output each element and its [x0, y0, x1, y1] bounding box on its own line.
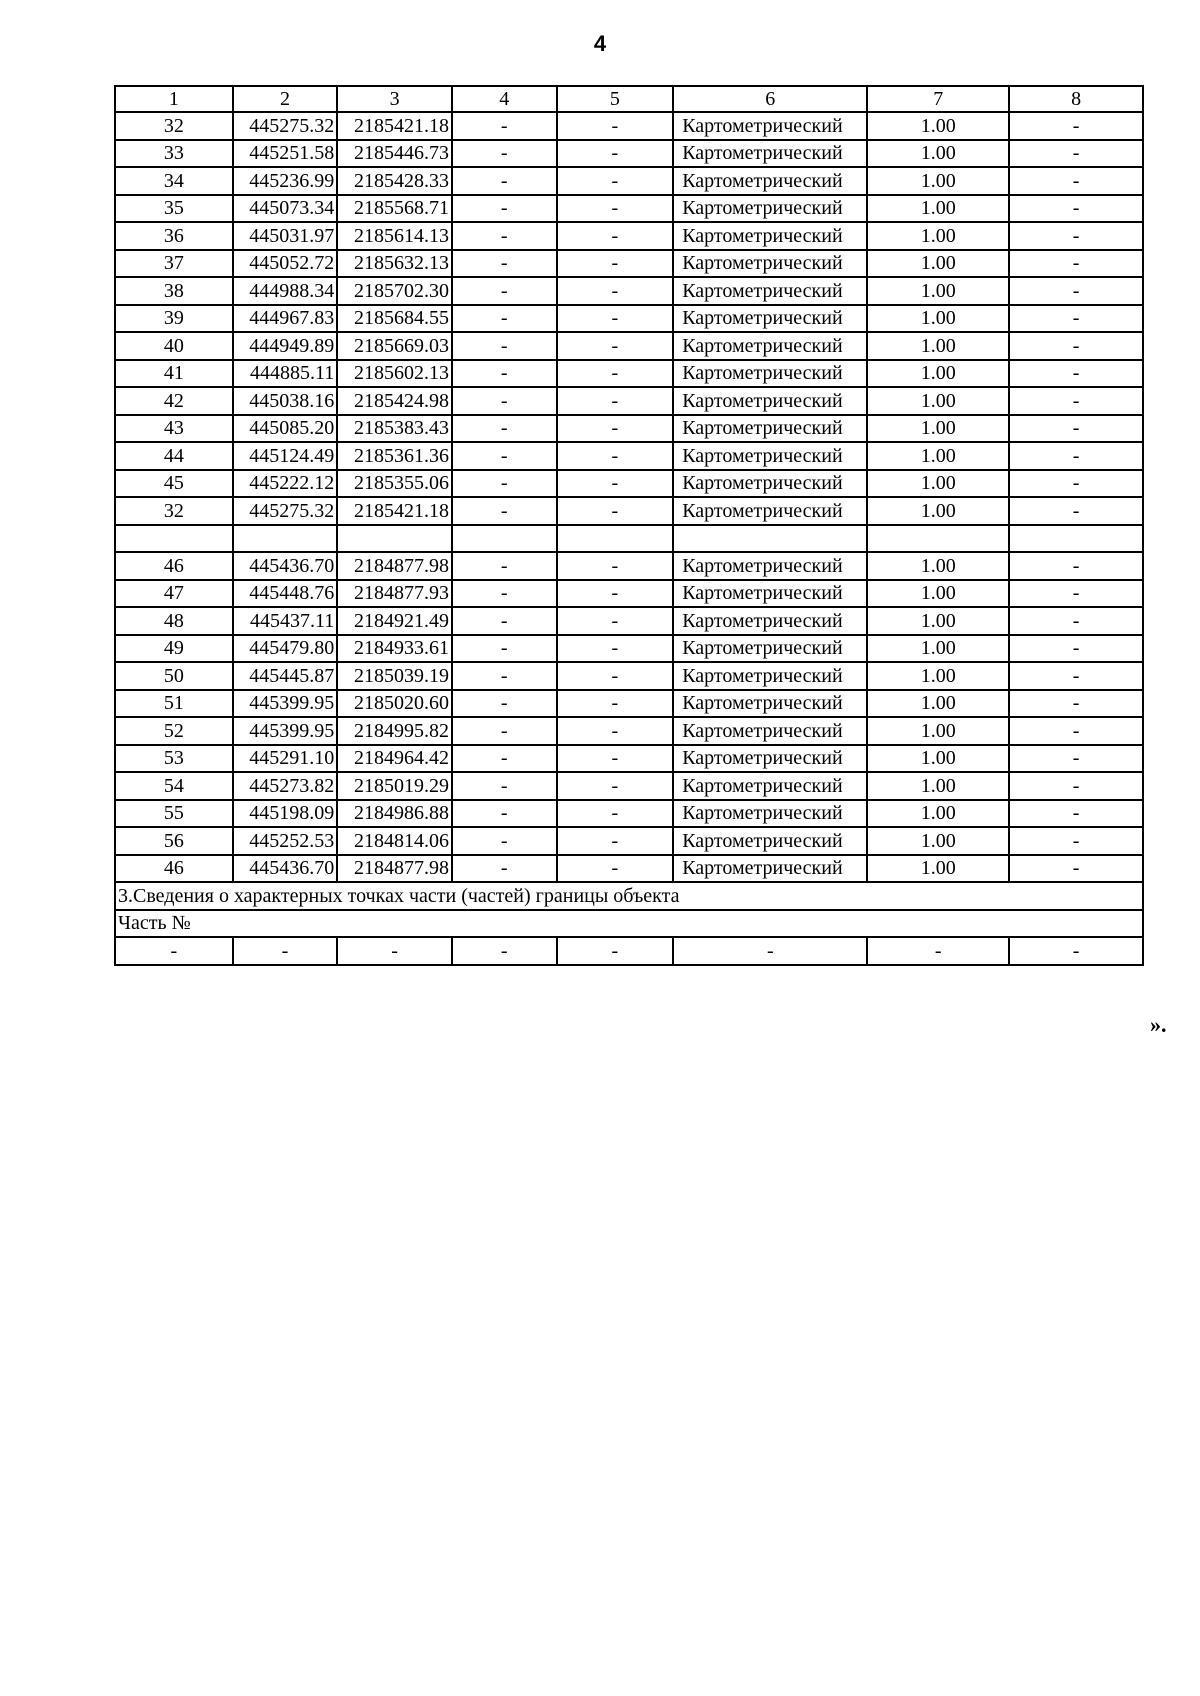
description-cell: -	[1009, 277, 1143, 305]
y-coordinate-cell: 2185019.29	[337, 772, 452, 800]
x-coordinate-cell: 445085.20	[233, 415, 338, 443]
old-y-cell: -	[557, 250, 674, 278]
dash-cell: -	[557, 937, 674, 965]
x-coordinate-cell: 445445.87	[233, 662, 338, 690]
method-cell: Картометрический	[673, 415, 867, 443]
x-coordinate-cell: 445448.76	[233, 580, 338, 608]
y-coordinate-cell: 2185421.18	[337, 112, 452, 140]
accuracy-cell: 1.00	[867, 305, 1009, 333]
column-header: 8	[1009, 86, 1143, 112]
table-row	[115, 140, 1143, 168]
description-cell: -	[1009, 580, 1143, 608]
old-y-cell: -	[557, 800, 674, 828]
old-y-cell: -	[557, 470, 674, 498]
method-cell: Картометрический	[673, 717, 867, 745]
table-row	[115, 332, 1143, 360]
table-row	[115, 360, 1143, 388]
old-y-cell: -	[557, 827, 674, 855]
old-x-cell: -	[452, 140, 557, 168]
accuracy-cell: 1.00	[867, 140, 1009, 168]
old-x-cell: -	[452, 332, 557, 360]
section-3-title: 3.Сведения о характерных точках части (частей) границы объекта	[115, 882, 1143, 910]
dash-cell: -	[115, 937, 233, 965]
method-cell: Картометрический	[673, 827, 867, 855]
point-number-cell: 35	[115, 195, 233, 223]
method-cell: Картометрический	[673, 497, 867, 525]
old-x-cell: -	[452, 717, 557, 745]
old-x-cell: -	[452, 827, 557, 855]
old-x-cell: -	[452, 442, 557, 470]
old-y-cell: -	[557, 745, 674, 773]
point-number-cell: 34	[115, 167, 233, 195]
x-coordinate-cell: 445038.16	[233, 387, 338, 415]
y-coordinate-cell: 2185355.06	[337, 470, 452, 498]
old-y-cell: -	[557, 662, 674, 690]
old-y-cell: -	[557, 442, 674, 470]
old-x-cell: -	[452, 690, 557, 718]
point-number-cell: 55	[115, 800, 233, 828]
point-number-cell: 40	[115, 332, 233, 360]
description-cell: -	[1009, 112, 1143, 140]
point-number-cell: 39	[115, 305, 233, 333]
description-cell: -	[1009, 332, 1143, 360]
method-cell: Картометрический	[673, 112, 867, 140]
old-x-cell: -	[452, 855, 557, 883]
description-cell: -	[1009, 167, 1143, 195]
y-coordinate-cell: 2185039.19	[337, 662, 452, 690]
description-cell: -	[1009, 415, 1143, 443]
old-y-cell: -	[557, 332, 674, 360]
method-cell: Картометрический	[673, 442, 867, 470]
point-number-cell: 46	[115, 552, 233, 580]
old-y-cell: -	[557, 195, 674, 223]
empty-cell	[337, 525, 452, 553]
table-row	[115, 497, 1143, 525]
old-x-cell: -	[452, 112, 557, 140]
empty-cell	[115, 525, 233, 553]
x-coordinate-cell: 445222.12	[233, 470, 338, 498]
table-row	[115, 415, 1143, 443]
column-header-row	[115, 86, 1143, 112]
accuracy-cell: 1.00	[867, 745, 1009, 773]
method-cell: Картометрический	[673, 635, 867, 663]
table-row	[115, 250, 1143, 278]
y-coordinate-cell: 2185428.33	[337, 167, 452, 195]
table-row	[115, 855, 1143, 883]
table-row	[115, 937, 1143, 965]
point-number-cell: 33	[115, 140, 233, 168]
method-cell: Картометрический	[673, 222, 867, 250]
method-cell: Картометрический	[673, 855, 867, 883]
x-coordinate-cell: 445124.49	[233, 442, 338, 470]
x-coordinate-cell: 445399.95	[233, 690, 338, 718]
old-x-cell: -	[452, 415, 557, 443]
x-coordinate-cell: 445436.70	[233, 552, 338, 580]
point-number-cell: 32	[115, 112, 233, 140]
y-coordinate-cell: 2185424.98	[337, 387, 452, 415]
table-row	[115, 552, 1143, 580]
method-cell: Картометрический	[673, 332, 867, 360]
table-row	[115, 305, 1143, 333]
table-row	[115, 277, 1143, 305]
dash-cell: -	[1009, 937, 1143, 965]
old-x-cell: -	[452, 635, 557, 663]
old-y-cell: -	[557, 112, 674, 140]
y-coordinate-cell: 2184877.98	[337, 552, 452, 580]
column-header: 2	[233, 86, 338, 112]
old-x-cell: -	[452, 360, 557, 388]
description-cell: -	[1009, 827, 1143, 855]
column-header: 4	[452, 86, 557, 112]
description-cell: -	[1009, 772, 1143, 800]
empty-cell	[233, 525, 338, 553]
point-number-cell: 43	[115, 415, 233, 443]
method-cell: Картометрический	[673, 360, 867, 388]
method-cell: Картометрический	[673, 140, 867, 168]
old-y-cell: -	[557, 277, 674, 305]
point-number-cell: 42	[115, 387, 233, 415]
old-y-cell: -	[557, 387, 674, 415]
y-coordinate-cell: 2185702.30	[337, 277, 452, 305]
old-y-cell: -	[557, 690, 674, 718]
point-number-cell: 36	[115, 222, 233, 250]
point-number-cell: 46	[115, 855, 233, 883]
x-coordinate-cell: 445273.82	[233, 772, 338, 800]
table-row	[115, 112, 1143, 140]
y-coordinate-cell: 2184986.88	[337, 800, 452, 828]
point-number-cell: 52	[115, 717, 233, 745]
method-cell: Картометрический	[673, 277, 867, 305]
old-y-cell: -	[557, 140, 674, 168]
method-cell: Картометрический	[673, 690, 867, 718]
accuracy-cell: 1.00	[867, 470, 1009, 498]
x-coordinate-cell: 445436.70	[233, 855, 338, 883]
point-number-cell: 53	[115, 745, 233, 773]
old-x-cell: -	[452, 497, 557, 525]
table-row	[115, 222, 1143, 250]
old-x-cell: -	[452, 470, 557, 498]
old-y-cell: -	[557, 607, 674, 635]
description-cell: -	[1009, 690, 1143, 718]
x-coordinate-cell: 445252.53	[233, 827, 338, 855]
description-cell: -	[1009, 800, 1143, 828]
accuracy-cell: 1.00	[867, 717, 1009, 745]
point-number-cell: 47	[115, 580, 233, 608]
point-number-cell: 48	[115, 607, 233, 635]
accuracy-cell: 1.00	[867, 277, 1009, 305]
description-cell: -	[1009, 745, 1143, 773]
accuracy-cell: 1.00	[867, 580, 1009, 608]
page-number: 4	[593, 31, 607, 56]
old-x-cell: -	[452, 772, 557, 800]
old-x-cell: -	[452, 552, 557, 580]
x-coordinate-cell: 445198.09	[233, 800, 338, 828]
empty-cell	[557, 525, 674, 553]
accuracy-cell: 1.00	[867, 167, 1009, 195]
description-cell: -	[1009, 195, 1143, 223]
old-y-cell: -	[557, 717, 674, 745]
boundary-points-table	[114, 85, 1144, 966]
table-row	[115, 772, 1143, 800]
point-number-cell: 45	[115, 470, 233, 498]
old-y-cell: -	[557, 167, 674, 195]
old-x-cell: -	[452, 167, 557, 195]
x-coordinate-cell: 445275.32	[233, 497, 338, 525]
point-number-cell: 38	[115, 277, 233, 305]
x-coordinate-cell: 445291.10	[233, 745, 338, 773]
accuracy-cell: 1.00	[867, 112, 1009, 140]
table-row	[115, 580, 1143, 608]
method-cell: Картометрический	[673, 552, 867, 580]
point-number-cell: 41	[115, 360, 233, 388]
old-x-cell: -	[452, 800, 557, 828]
column-header: 3	[337, 86, 452, 112]
part-number-label: Часть №	[115, 910, 1143, 938]
old-y-cell: -	[557, 415, 674, 443]
y-coordinate-cell: 2185446.73	[337, 140, 452, 168]
old-x-cell: -	[452, 277, 557, 305]
y-coordinate-cell: 2184964.42	[337, 745, 452, 773]
accuracy-cell: 1.00	[867, 250, 1009, 278]
table-row	[115, 442, 1143, 470]
x-coordinate-cell: 445031.97	[233, 222, 338, 250]
old-y-cell: -	[557, 635, 674, 663]
accuracy-cell: 1.00	[867, 607, 1009, 635]
method-cell: Картометрический	[673, 470, 867, 498]
description-cell: -	[1009, 442, 1143, 470]
x-coordinate-cell: 445236.99	[233, 167, 338, 195]
description-cell: -	[1009, 140, 1143, 168]
table-row	[115, 827, 1143, 855]
x-coordinate-cell: 445275.32	[233, 112, 338, 140]
description-cell: -	[1009, 360, 1143, 388]
point-number-cell: 51	[115, 690, 233, 718]
description-cell: -	[1009, 470, 1143, 498]
table-row	[115, 167, 1143, 195]
y-coordinate-cell: 2185361.36	[337, 442, 452, 470]
accuracy-cell: 1.00	[867, 635, 1009, 663]
old-x-cell: -	[452, 305, 557, 333]
method-cell: Картометрический	[673, 250, 867, 278]
accuracy-cell: 1.00	[867, 222, 1009, 250]
x-coordinate-cell: 445437.11	[233, 607, 338, 635]
old-y-cell: -	[557, 222, 674, 250]
accuracy-cell: 1.00	[867, 360, 1009, 388]
y-coordinate-cell: 2184814.06	[337, 827, 452, 855]
method-cell: Картометрический	[673, 195, 867, 223]
table-row	[115, 387, 1143, 415]
method-cell: Картометрический	[673, 772, 867, 800]
closing-quote-mark: ».	[1150, 1012, 1167, 1037]
old-y-cell: -	[557, 855, 674, 883]
table-row	[115, 800, 1143, 828]
y-coordinate-cell: 2185684.55	[337, 305, 452, 333]
old-y-cell: -	[557, 497, 674, 525]
x-coordinate-cell: 445251.58	[233, 140, 338, 168]
description-cell: -	[1009, 717, 1143, 745]
column-header: 7	[867, 86, 1009, 112]
y-coordinate-cell: 2185020.60	[337, 690, 452, 718]
description-cell: -	[1009, 305, 1143, 333]
column-header: 1	[115, 86, 233, 112]
contour-separator-row	[115, 525, 1143, 553]
section-title-row	[115, 882, 1143, 910]
x-coordinate-cell: 444949.89	[233, 332, 338, 360]
old-x-cell: -	[452, 580, 557, 608]
accuracy-cell: 1.00	[867, 662, 1009, 690]
x-coordinate-cell: 445399.95	[233, 717, 338, 745]
table-row	[115, 195, 1143, 223]
x-coordinate-cell: 444967.83	[233, 305, 338, 333]
description-cell: -	[1009, 855, 1143, 883]
x-coordinate-cell: 444885.11	[233, 360, 338, 388]
method-cell: Картометрический	[673, 662, 867, 690]
x-coordinate-cell: 445479.80	[233, 635, 338, 663]
method-cell: Картометрический	[673, 167, 867, 195]
table-row	[115, 717, 1143, 745]
description-cell: -	[1009, 387, 1143, 415]
description-cell: -	[1009, 222, 1143, 250]
y-coordinate-cell: 2185421.18	[337, 497, 452, 525]
x-coordinate-cell: 445052.72	[233, 250, 338, 278]
method-cell: Картометрический	[673, 580, 867, 608]
y-coordinate-cell: 2184877.93	[337, 580, 452, 608]
y-coordinate-cell: 2184877.98	[337, 855, 452, 883]
dash-cell: -	[867, 937, 1009, 965]
old-y-cell: -	[557, 772, 674, 800]
accuracy-cell: 1.00	[867, 442, 1009, 470]
method-cell: Картометрический	[673, 745, 867, 773]
accuracy-cell: 1.00	[867, 800, 1009, 828]
y-coordinate-cell: 2185614.13	[337, 222, 452, 250]
y-coordinate-cell: 2185602.13	[337, 360, 452, 388]
empty-cell	[1009, 525, 1143, 553]
column-header: 6	[673, 86, 867, 112]
y-coordinate-cell: 2185383.43	[337, 415, 452, 443]
point-number-cell: 54	[115, 772, 233, 800]
table-row	[115, 607, 1143, 635]
table-row	[115, 690, 1143, 718]
point-number-cell: 44	[115, 442, 233, 470]
method-cell: Картометрический	[673, 607, 867, 635]
y-coordinate-cell: 2184995.82	[337, 717, 452, 745]
x-coordinate-cell: 444988.34	[233, 277, 338, 305]
point-number-cell: 37	[115, 250, 233, 278]
old-x-cell: -	[452, 222, 557, 250]
accuracy-cell: 1.00	[867, 497, 1009, 525]
description-cell: -	[1009, 607, 1143, 635]
point-number-cell: 56	[115, 827, 233, 855]
y-coordinate-cell: 2185632.13	[337, 250, 452, 278]
y-coordinate-cell: 2185568.71	[337, 195, 452, 223]
old-y-cell: -	[557, 360, 674, 388]
accuracy-cell: 1.00	[867, 332, 1009, 360]
y-coordinate-cell: 2185669.03	[337, 332, 452, 360]
method-cell: Картометрический	[673, 305, 867, 333]
table-row	[115, 635, 1143, 663]
old-x-cell: -	[452, 662, 557, 690]
x-coordinate-cell: 445073.34	[233, 195, 338, 223]
empty-cell	[452, 525, 557, 553]
dash-cell: -	[673, 937, 867, 965]
old-y-cell: -	[557, 305, 674, 333]
dash-cell: -	[233, 937, 338, 965]
empty-cell	[673, 525, 867, 553]
accuracy-cell: 1.00	[867, 415, 1009, 443]
accuracy-cell: 1.00	[867, 387, 1009, 415]
accuracy-cell: 1.00	[867, 195, 1009, 223]
table-row	[115, 745, 1143, 773]
old-y-cell: -	[557, 580, 674, 608]
table-row	[115, 662, 1143, 690]
method-cell: Картометрический	[673, 800, 867, 828]
empty-cell	[867, 525, 1009, 553]
dash-cell: -	[337, 937, 452, 965]
accuracy-cell: 1.00	[867, 827, 1009, 855]
y-coordinate-cell: 2184933.61	[337, 635, 452, 663]
accuracy-cell: 1.00	[867, 772, 1009, 800]
old-y-cell: -	[557, 552, 674, 580]
description-cell: -	[1009, 635, 1143, 663]
column-header: 5	[557, 86, 674, 112]
part-number-row	[115, 910, 1143, 938]
accuracy-cell: 1.00	[867, 690, 1009, 718]
description-cell: -	[1009, 662, 1143, 690]
dash-cell: -	[452, 937, 557, 965]
old-x-cell: -	[452, 250, 557, 278]
accuracy-cell: 1.00	[867, 855, 1009, 883]
description-cell: -	[1009, 497, 1143, 525]
point-number-cell: 50	[115, 662, 233, 690]
old-x-cell: -	[452, 607, 557, 635]
description-cell: -	[1009, 552, 1143, 580]
y-coordinate-cell: 2184921.49	[337, 607, 452, 635]
old-x-cell: -	[452, 387, 557, 415]
method-cell: Картометрический	[673, 387, 867, 415]
accuracy-cell: 1.00	[867, 552, 1009, 580]
old-x-cell: -	[452, 745, 557, 773]
point-number-cell: 32	[115, 497, 233, 525]
description-cell: -	[1009, 250, 1143, 278]
table-body	[115, 86, 1143, 965]
table-row	[115, 470, 1143, 498]
point-number-cell: 49	[115, 635, 233, 663]
old-x-cell: -	[452, 195, 557, 223]
